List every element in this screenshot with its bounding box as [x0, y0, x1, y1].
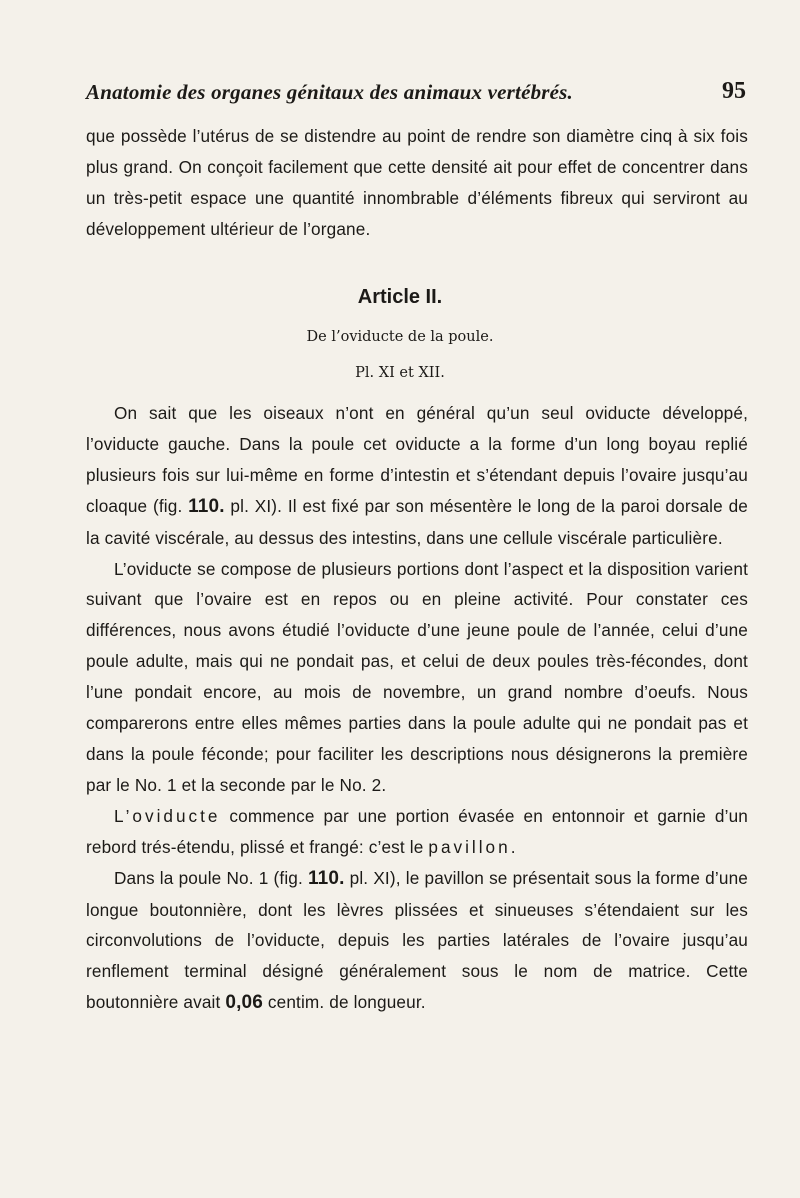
paragraph-5-text-b: pl. XI), le pavillon se présentait sous la forme d’une longue boutonnière, dont les lèvres plissées et sinueuses s’étendaient sur les circonvolutions de l’oviducte, depuis les parties latérales de l’ovaire jusqu’au renflement terminal désigné généralement sous le nom de matrice. Cette boutonnière avait [86, 867, 748, 1013]
paragraph-4 [86, 801, 748, 863]
article-subtitle: De l’oviducte de la poule. [306, 329, 494, 345]
figure-reference: 110. [188, 495, 225, 517]
page-number: 95 [722, 78, 746, 104]
page-header [86, 80, 746, 114]
paragraph-5 [86, 863, 748, 1020]
article-plates-reference: Pl. XI et XII. [355, 365, 445, 381]
paragraph-continuation [86, 121, 748, 245]
paragraph-5-end: centim. de longueur. [262, 992, 426, 1013]
paragraph-2-text-b: pl. XI). Il est fixé par son mésentère le long de la paroi dorsale de la cavité viscérale, au dessus des intestins, dans une cellule viscérale particulière. [86, 495, 748, 548]
paragraph-1: que possède l’utérus de se distendre au point de rendre son diamètre cinq à six fois plus grand. On conçoit facilement que cette densité ait pour effet de concentrer dans un très-petit espace une quantité innombrable d’éléments fibreux qui serviront au développement ultérieur de l’organe. [86, 126, 748, 239]
paragraph-2-text-a: On sait que les oiseaux n’ont en général qu’un seul oviducte développé, l’oviducte gauche. Dans la poule cet oviducte a la forme d’un long boyau replié plusieurs fois sur lui-même en forme d’intestin et s’étendant depuis l’ovaire jusqu’au cloaque (fig. [86, 403, 748, 516]
article-body [86, 398, 748, 1019]
term-oviducte: L’oviducte [114, 805, 221, 826]
article-heading: Article II. [357, 286, 443, 308]
measurement-value: 0,06 [225, 992, 263, 1014]
running-title: Anatomie des organes génitaux des animaux vertébrés. [86, 80, 574, 104]
paragraph-4-end: . [510, 836, 516, 857]
paragraph-3: L’oviducte se compose de plusieurs portions dont l’aspect et la disposition varient suivant que l’ovaire est en repos ou en pleine activité. Pour constater ces différences, nous avons étudié l’oviducte d’une jeune poule de l’année, celui d’une poule adulte, mais qui ne pondait pas, et celui de deux poules très-fécondes, dont l’une pondait encore, au mois de novembre, un grand nombre d’oeufs. Nous comparerons entre elles mêmes parties dans la poule adulte qui ne pondait pas et dans la poule féconde; pour faciliter les descriptions nous désignerons la première par le No. 1 et la seconde par le No. 2. [86, 558, 748, 795]
paragraph-4-text: commence par une portion évasée en entonnoir et garnie d’un rebord trés-étendu, plissé et frangé: c’est le [86, 805, 748, 857]
figure-reference-2: 110. [308, 867, 345, 889]
paragraph-2 [86, 398, 748, 554]
term-pavillon: pavillon [428, 836, 511, 857]
paragraph-5-text-a: Dans la poule No. 1 (fig. [114, 867, 309, 888]
